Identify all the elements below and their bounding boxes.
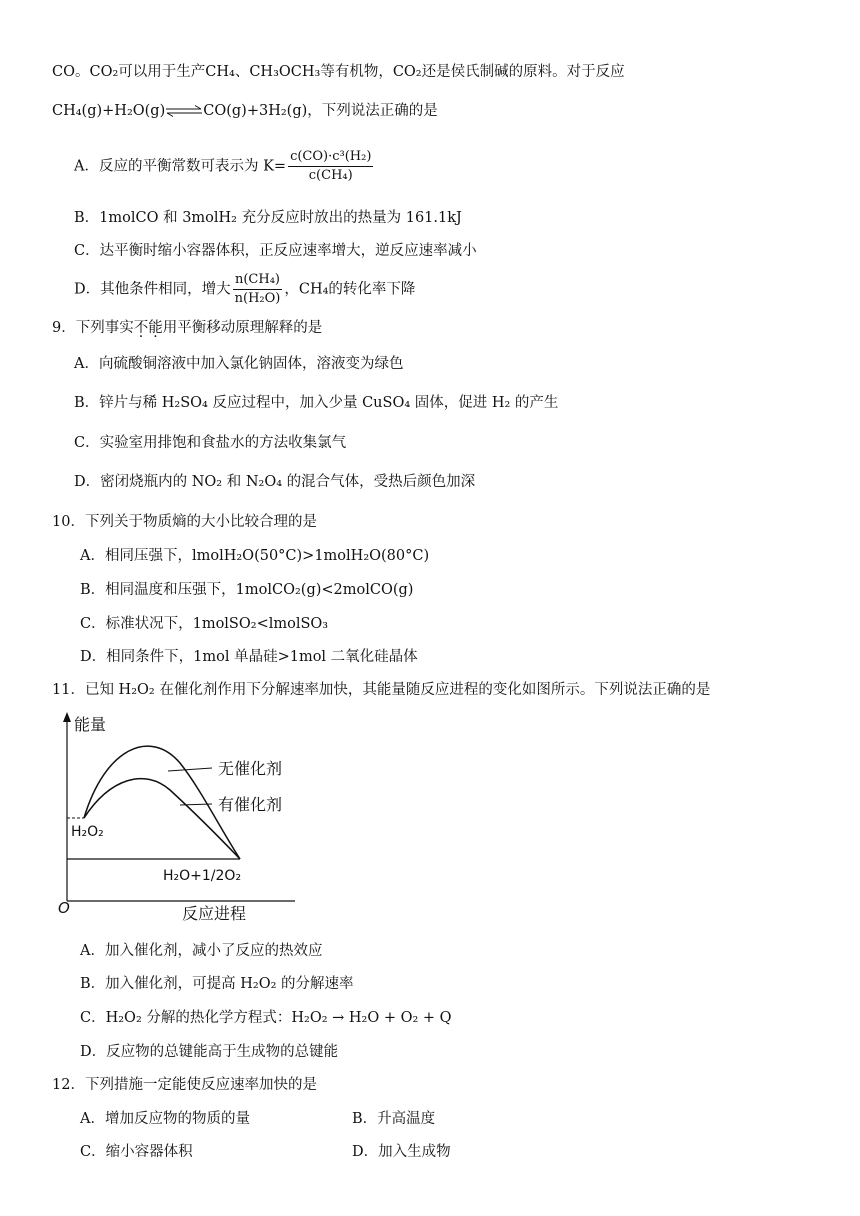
q12-option-b: B．升高温度 — [352, 1111, 436, 1127]
origin-label: O — [58, 899, 70, 917]
fraction-denominator: c(CH₄) — [308, 168, 353, 183]
emphasis-dot: 不 — [133, 320, 149, 336]
equilibrium-constant-fraction — [288, 148, 373, 185]
q12-stem: 12．下列措施一定能使反应速率加快的是 — [52, 1077, 317, 1093]
q8-d-suffix: ，CH₄的转化率下降 — [284, 281, 416, 298]
uncatalyzed-curve — [84, 746, 240, 859]
emphasis-dot: 能 — [148, 320, 163, 336]
curve-label-uncatalyzed: 无催化剂 — [218, 759, 283, 778]
y-axis-label: 能量 — [74, 715, 107, 734]
fraction-numerator: n(CH₄) — [233, 271, 283, 290]
q10-option-b: B．相同温度和压强下，1molCO₂(g)<2molCO(g) — [80, 582, 414, 598]
reaction-equation — [52, 101, 438, 121]
product-label: H₂O+1/2O₂ — [163, 868, 242, 884]
q10-option-a: A．相同压强下，lmolH₂O(50°C)>1molH₂O(80°C) — [80, 548, 430, 564]
q8-a-text: A．反应的平衡常数可表示为 K= — [74, 158, 287, 175]
fraction-denominator: n(H₂O) — [234, 291, 281, 306]
q8-d-prefix: D．其他条件相同，增大 — [74, 281, 231, 298]
curve-label-catalyzed: 有催化剂 — [218, 795, 283, 814]
q9-option-a: A．向硫酸铜溶液中加入氯化钠固体，溶液变为绿色 — [74, 356, 404, 372]
q11-option-a: A．加入催化剂，减小了反应的热效应 — [80, 943, 323, 959]
q12-option-d: D．加入生成物 — [352, 1144, 451, 1160]
q11-stem: 11．已知 H₂O₂ 在催化剂作用下分解速率加快，其能量随反应进程的变化如图所示。下列说法正确的是 — [52, 682, 711, 698]
q12-option-c: C．缩小容器体积 — [80, 1144, 193, 1160]
q10-option-d: D．相同条件下，1mol 单晶硅>1mol 二氧化硅晶体 — [80, 649, 418, 665]
fraction-numerator: c(CO)·c³(H₂) — [288, 148, 373, 167]
leader-line — [168, 768, 212, 771]
y-axis-arrow-icon — [63, 712, 71, 722]
equation-right: CO(g)+3H₂(g)，下列说法正确的是 — [203, 103, 438, 119]
q10-stem: 10．下列关于物质熵的大小比较合理的是 — [52, 514, 317, 530]
q10-option-c: C．标准状况下，1molSO₂<lmolSO₃ — [80, 616, 329, 632]
q9-option-c: C．实验室用排饱和食盐水的方法收集氯气 — [74, 435, 347, 451]
equilibrium-arrow-icon — [165, 105, 203, 117]
q9-stem — [52, 318, 322, 338]
q11-option-b: B．加入催化剂，可提高 H₂O₂ 的分解速率 — [80, 976, 354, 992]
q9-option-b: B．锌片与稀 H₂SO₄ 反应过程中，加入少量 CuSO₄ 固体，促进 H₂ 的产生 — [74, 395, 559, 411]
q11-option-d: D．反应物的总键能高于生成物的总键能 — [80, 1044, 339, 1060]
q8-option-b: B．1molCO 和 3molH₂ 充分反应时放出的热量为 161.1kJ — [74, 210, 462, 226]
q8-option-a — [74, 148, 375, 185]
q8-option-c: C．达平衡时缩小容器体积，正反应速率增大，逆反应速率减小 — [74, 243, 477, 259]
q9-option-d: D．密闭烧瓶内的 NO₂ 和 N₂O₄ 的混合气体，受热后颜色加深 — [74, 474, 476, 490]
reactant-label: H₂O₂ — [71, 824, 104, 840]
intro-line: CO。CO₂可以用于生产CH₄、CH₃OCH₃等有机物，CO₂还是侯氏制碱的原料。对于反应 — [52, 64, 625, 80]
energy-diagram — [50, 708, 310, 928]
equation-left: CH₄(g)+H₂O(g) — [52, 103, 166, 119]
q11-option-c: C．H₂O₂ 分解的热化学方程式：H₂O₂ → H₂O + O₂ + Q — [80, 1010, 452, 1026]
q8-option-d — [74, 271, 415, 308]
q9-stem-part: 用平衡移动原理解释的是 — [162, 320, 323, 336]
x-axis-label: 反应进程 — [182, 904, 247, 923]
q9-stem-part: 9．下列事实 — [52, 320, 134, 336]
mole-ratio-fraction — [233, 271, 283, 308]
q12-option-a: A．增加反应物的物质的量 — [80, 1111, 250, 1127]
